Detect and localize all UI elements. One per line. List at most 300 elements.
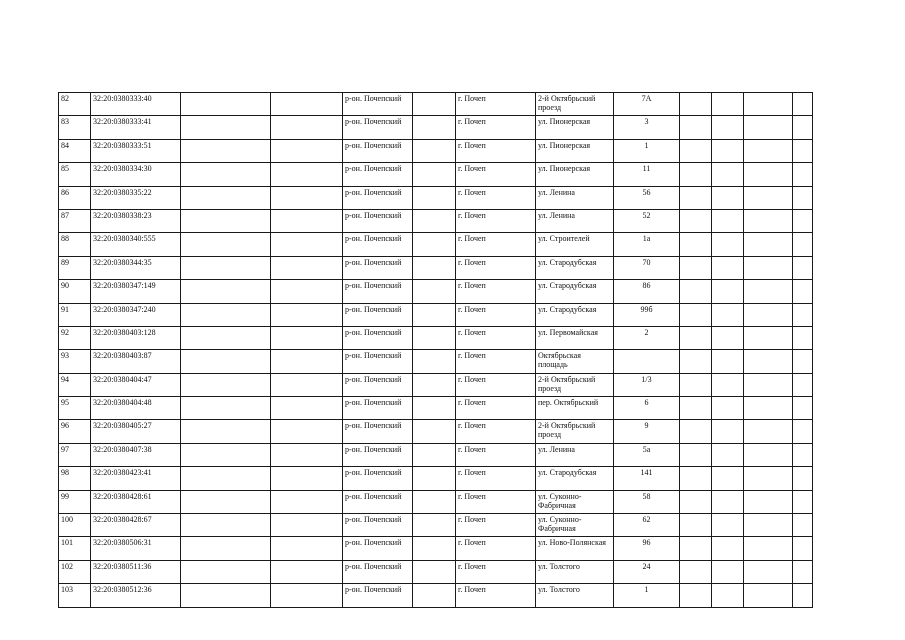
empty-cell [744,350,793,373]
empty-cell [793,467,813,490]
empty-cell [712,514,744,537]
empty-cell [744,560,793,583]
empty-cell [744,256,793,279]
empty-cell [413,467,456,490]
empty-cell [793,350,813,373]
empty-cell [793,560,813,583]
empty-cell [413,303,456,326]
house-number-cell: 1/3 [614,373,680,396]
empty-cell [744,139,793,162]
empty-cell [413,514,456,537]
empty-cell [744,584,793,607]
cadastral-number-cell: 32:20:0380340:555 [91,233,181,256]
district-cell: р-он. Почепский [343,350,413,373]
house-number-cell: 1 [614,584,680,607]
empty-cell [271,163,343,186]
empty-cell [413,420,456,443]
district-cell: р-он. Почепский [343,209,413,232]
cadastral-number-cell: 32:20:0380511:36 [91,560,181,583]
empty-cell [181,584,271,607]
row-number-cell: 87 [59,209,91,232]
row-number-cell: 93 [59,350,91,373]
house-number-cell: 2 [614,326,680,349]
street-cell: ул. Толстого [536,560,614,583]
city-cell: г. Почеп [456,490,536,513]
empty-cell [744,280,793,303]
empty-cell [680,467,712,490]
district-cell: р-он. Почепский [343,490,413,513]
empty-cell [712,139,744,162]
empty-cell [271,139,343,162]
district-cell: р-он. Почепский [343,163,413,186]
row-number-cell: 98 [59,467,91,490]
empty-cell [680,280,712,303]
empty-cell [181,490,271,513]
table-row [59,186,813,209]
empty-cell [744,537,793,560]
empty-cell [181,256,271,279]
empty-cell [271,326,343,349]
house-number-cell [614,350,680,373]
empty-cell [413,350,456,373]
street-cell: ул. Стародубская [536,303,614,326]
row-number-cell: 99 [59,490,91,513]
empty-cell [793,514,813,537]
empty-cell [181,303,271,326]
empty-cell [744,490,793,513]
empty-cell [271,490,343,513]
house-number-cell: 86 [614,280,680,303]
table-row [59,116,813,139]
district-cell: р-он. Почепский [343,326,413,349]
empty-cell [680,233,712,256]
city-cell: г. Почеп [456,326,536,349]
empty-cell [793,163,813,186]
empty-cell [793,93,813,116]
empty-cell [744,93,793,116]
empty-cell [744,163,793,186]
empty-cell [793,139,813,162]
empty-cell [680,514,712,537]
table-row [59,560,813,583]
empty-cell [680,163,712,186]
empty-cell [413,93,456,116]
district-cell: р-он. Почепский [343,233,413,256]
row-number-cell: 83 [59,116,91,139]
district-cell: р-он. Почепский [343,116,413,139]
house-number-cell: 6 [614,397,680,420]
house-number-cell: 5а [614,443,680,466]
table-row [59,233,813,256]
table-row [59,280,813,303]
cadastral-number-cell: 32:20:0380403:87 [91,350,181,373]
city-cell: г. Почеп [456,443,536,466]
street-cell: ул. Стародубская [536,256,614,279]
street-cell: ул. Стародубская [536,280,614,303]
empty-cell [181,397,271,420]
table-row [59,256,813,279]
empty-cell [793,256,813,279]
row-number-cell: 90 [59,280,91,303]
empty-cell [744,467,793,490]
empty-cell [271,584,343,607]
empty-cell [793,209,813,232]
empty-cell [181,420,271,443]
empty-cell [712,397,744,420]
empty-cell [744,373,793,396]
empty-cell [712,584,744,607]
empty-cell [413,139,456,162]
row-number-cell: 103 [59,584,91,607]
district-cell: р-он. Почепский [343,537,413,560]
street-cell: ул. Ленина [536,209,614,232]
street-cell: ул. Суконно-Фабричная [536,490,614,513]
district-cell: р-он. Почепский [343,467,413,490]
street-cell: 2-й Октябрьский проезд [536,93,614,116]
row-number-cell: 88 [59,233,91,256]
empty-cell [744,303,793,326]
cadastral-number-cell: 32:20:0380506:31 [91,537,181,560]
empty-cell [271,514,343,537]
empty-cell [712,443,744,466]
empty-cell [271,186,343,209]
empty-cell [680,326,712,349]
cadastral-number-cell: 32:20:0380347:240 [91,303,181,326]
empty-cell [680,373,712,396]
cadastral-number-cell: 32:20:0380347:149 [91,280,181,303]
house-number-cell: 56 [614,186,680,209]
empty-cell [271,233,343,256]
street-cell: 2-й Октябрьский проезд [536,373,614,396]
house-number-cell: 1а [614,233,680,256]
city-cell: г. Почеп [456,303,536,326]
empty-cell [181,186,271,209]
district-cell: р-он. Почепский [343,560,413,583]
empty-cell [413,256,456,279]
empty-cell [413,443,456,466]
district-cell: р-он. Почепский [343,514,413,537]
empty-cell [680,350,712,373]
district-cell: р-он. Почепский [343,584,413,607]
street-cell: ул. Стародубская [536,467,614,490]
empty-cell [793,420,813,443]
empty-cell [680,303,712,326]
district-cell: р-он. Почепский [343,443,413,466]
empty-cell [744,420,793,443]
empty-cell [744,116,793,139]
empty-cell [181,233,271,256]
empty-cell [181,93,271,116]
empty-cell [413,116,456,139]
cadastral-number-cell: 32:20:0380512:36 [91,584,181,607]
house-number-cell: 24 [614,560,680,583]
table-row [59,209,813,232]
cadastral-number-cell: 32:20:0380404:47 [91,373,181,396]
table-row [59,350,813,373]
cadastral-number-cell: 32:20:0380403:128 [91,326,181,349]
empty-cell [712,256,744,279]
empty-cell [680,490,712,513]
house-number-cell: 96 [614,537,680,560]
empty-cell [793,373,813,396]
empty-cell [744,186,793,209]
cadastral-number-cell: 32:20:0380423:41 [91,467,181,490]
empty-cell [271,537,343,560]
street-cell: ул. Ленина [536,186,614,209]
house-number-cell: 58 [614,490,680,513]
city-cell: г. Почеп [456,163,536,186]
city-cell: г. Почеп [456,209,536,232]
city-cell: г. Почеп [456,233,536,256]
empty-cell [413,397,456,420]
empty-cell [712,490,744,513]
empty-cell [181,139,271,162]
empty-cell [712,163,744,186]
empty-cell [413,186,456,209]
empty-cell [680,420,712,443]
empty-cell [712,233,744,256]
empty-cell [712,303,744,326]
empty-cell [271,93,343,116]
empty-cell [181,326,271,349]
house-number-cell: 52 [614,209,680,232]
row-number-cell: 100 [59,514,91,537]
city-cell: г. Почеп [456,373,536,396]
city-cell: г. Почеп [456,93,536,116]
empty-cell [712,537,744,560]
row-number-cell: 82 [59,93,91,116]
row-number-cell: 101 [59,537,91,560]
empty-cell [181,537,271,560]
empty-cell [271,116,343,139]
empty-cell [181,163,271,186]
street-cell: пер. Октябрьский [536,397,614,420]
empty-cell [413,537,456,560]
city-cell: г. Почеп [456,139,536,162]
empty-cell [680,209,712,232]
empty-cell [271,350,343,373]
cadastral-number-cell: 32:20:0380333:40 [91,93,181,116]
empty-cell [793,490,813,513]
city-cell: г. Почеп [456,186,536,209]
register-table-body [59,93,813,608]
empty-cell [744,443,793,466]
table-row [59,537,813,560]
street-cell: ул. Толстого [536,584,614,607]
empty-cell [744,397,793,420]
empty-cell [181,467,271,490]
empty-cell [271,443,343,466]
row-number-cell: 94 [59,373,91,396]
empty-cell [793,186,813,209]
empty-cell [712,373,744,396]
table-row [59,420,813,443]
house-number-cell: 7А [614,93,680,116]
empty-cell [793,303,813,326]
row-number-cell: 102 [59,560,91,583]
empty-cell [271,303,343,326]
empty-cell [744,326,793,349]
empty-cell [413,280,456,303]
house-number-cell: 1 [614,139,680,162]
empty-cell [680,443,712,466]
empty-cell [680,560,712,583]
district-cell: р-он. Почепский [343,93,413,116]
street-cell: ул. Пионерская [536,163,614,186]
city-cell: г. Почеп [456,256,536,279]
empty-cell [712,467,744,490]
empty-cell [271,467,343,490]
empty-cell [680,186,712,209]
empty-cell [744,233,793,256]
empty-cell [793,443,813,466]
empty-cell [680,537,712,560]
empty-cell [793,233,813,256]
empty-cell [181,209,271,232]
empty-cell [744,514,793,537]
table-row [59,467,813,490]
empty-cell [793,537,813,560]
row-number-cell: 92 [59,326,91,349]
empty-cell [413,209,456,232]
street-cell: Октябрьская площадь [536,350,614,373]
house-number-cell: 11 [614,163,680,186]
district-cell: р-он. Почепский [343,373,413,396]
empty-cell [793,326,813,349]
street-cell: ул. Первомайская [536,326,614,349]
empty-cell [413,373,456,396]
empty-cell [712,186,744,209]
city-cell: г. Почеп [456,537,536,560]
empty-cell [181,373,271,396]
street-cell: ул. Строителей [536,233,614,256]
row-number-cell: 91 [59,303,91,326]
street-cell: ул. Суконно-Фабричная [536,514,614,537]
empty-cell [181,116,271,139]
empty-cell [413,490,456,513]
district-cell: р-он. Почепский [343,256,413,279]
empty-cell [181,560,271,583]
house-number-cell: 141 [614,467,680,490]
empty-cell [181,443,271,466]
table-row [59,163,813,186]
empty-cell [413,163,456,186]
row-number-cell: 85 [59,163,91,186]
empty-cell [271,256,343,279]
empty-cell [271,560,343,583]
cadastral-number-cell: 32:20:0380428:67 [91,514,181,537]
row-number-cell: 89 [59,256,91,279]
district-cell: р-он. Почепский [343,303,413,326]
district-cell: р-он. Почепский [343,420,413,443]
empty-cell [680,139,712,162]
city-cell: г. Почеп [456,514,536,537]
empty-cell [271,373,343,396]
table-row [59,490,813,513]
district-cell: р-он. Почепский [343,397,413,420]
row-number-cell: 97 [59,443,91,466]
house-number-cell: 3 [614,116,680,139]
city-cell: г. Почеп [456,397,536,420]
cadastral-number-cell: 32:20:0380405:27 [91,420,181,443]
city-cell: г. Почеп [456,116,536,139]
street-cell: ул. Пионерская [536,116,614,139]
district-cell: р-он. Почепский [343,186,413,209]
cadastral-number-cell: 32:20:0380333:51 [91,139,181,162]
table-row [59,139,813,162]
empty-cell [413,584,456,607]
empty-cell [181,350,271,373]
empty-cell [712,116,744,139]
city-cell: г. Почеп [456,584,536,607]
empty-cell [413,560,456,583]
cadastral-number-cell: 32:20:0380407:38 [91,443,181,466]
empty-cell [793,116,813,139]
street-cell: ул. Ленина [536,443,614,466]
empty-cell [680,116,712,139]
row-number-cell: 95 [59,397,91,420]
empty-cell [712,280,744,303]
table-row [59,326,813,349]
empty-cell [793,280,813,303]
row-number-cell: 84 [59,139,91,162]
empty-cell [271,397,343,420]
house-number-cell: 9 [614,420,680,443]
empty-cell [680,397,712,420]
empty-cell [712,350,744,373]
empty-cell [712,420,744,443]
empty-cell [793,584,813,607]
table-row [59,397,813,420]
empty-cell [271,420,343,443]
empty-cell [680,256,712,279]
cadastral-number-cell: 32:20:0380344:35 [91,256,181,279]
table-row [59,584,813,607]
cadastral-number-cell: 32:20:0380428:61 [91,490,181,513]
cadastral-number-cell: 32:20:0380338:23 [91,209,181,232]
street-cell: ул. Ново-Полянская [536,537,614,560]
city-cell: г. Почеп [456,350,536,373]
city-cell: г. Почеп [456,467,536,490]
row-number-cell: 96 [59,420,91,443]
empty-cell [413,326,456,349]
table-row [59,303,813,326]
empty-cell [744,209,793,232]
empty-cell [181,280,271,303]
table-row [59,93,813,116]
district-cell: р-он. Почепский [343,139,413,162]
register-table [58,92,813,608]
empty-cell [413,233,456,256]
district-cell: р-он. Почепский [343,280,413,303]
empty-cell [181,514,271,537]
empty-cell [271,209,343,232]
empty-cell [271,280,343,303]
city-cell: г. Почеп [456,560,536,583]
street-cell: ул. Пионерская [536,139,614,162]
house-number-cell: 62 [614,514,680,537]
empty-cell [680,584,712,607]
row-number-cell: 86 [59,186,91,209]
table-row [59,443,813,466]
street-cell: 2-й Октябрьский проезд [536,420,614,443]
cadastral-number-cell: 32:20:0380333:41 [91,116,181,139]
cadastral-number-cell: 32:20:0380404:48 [91,397,181,420]
empty-cell [793,397,813,420]
city-cell: г. Почеп [456,420,536,443]
empty-cell [712,209,744,232]
city-cell: г. Почеп [456,280,536,303]
